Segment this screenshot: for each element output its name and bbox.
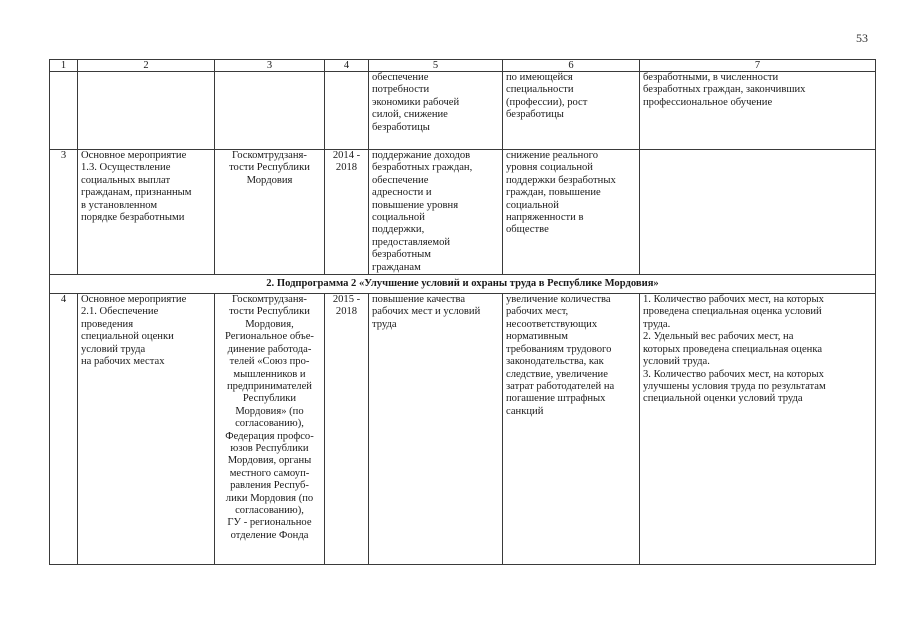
column-number: 1 [50,60,78,72]
measure-name-cell [78,72,215,150]
indicators-cell: безработными, в численности безработных граждан, закончивших профессиональное обучение [640,72,876,150]
column-number-row [50,60,876,72]
column-number: 4 [325,60,369,72]
section-header-row [50,275,876,294]
expected-result-cell: обеспечение потребности экономики рабочей силой, снижение безработицы [369,72,503,150]
expected-result-cell: поддержание доходов безработных граждан, обеспечение адресности и повышение уровня социальной поддержки, предоставляемой безработным гражданам [369,150,503,275]
consequences-cell: увеличение количества рабочих мест, несоответствующих нормативным требованиям трудового законодательства, как следствие, увеличение затрат работодателей на погашение штрафных санкций [503,294,640,565]
table-row-continued [50,72,876,150]
indicators-cell [640,150,876,275]
row-number-cell [50,72,78,150]
executor-cell [215,72,325,150]
consequences-cell: по имеющейся специальности (профессии), рост безработицы [503,72,640,150]
row-number-cell: 3 [50,150,78,275]
subprogram-title: 2. Подпрограмма 2 «Улучшение условий и охраны труда в Республике Мордовия» [50,275,876,294]
period-cell [325,72,369,150]
period-cell: 2015 - 2018 [325,294,369,565]
measure-name-cell: Основное мероприятие 2.1. Обеспечение проведения специальной оценки условий труда на рабочих местах [78,294,215,565]
indicators-cell: 1. Количество рабочих мест, на которых проведена специальная оценка условий труда. 2. Удельный вес рабочих мест, на которых проведена специальная оценка условий труда. 3. Количество рабочих мест, на которых улучшены условия труда по результатам специальной оценки условий труда [640,294,876,565]
column-number: 6 [503,60,640,72]
column-number: 3 [215,60,325,72]
row-number-cell: 4 [50,294,78,565]
page-number: 53 [856,31,868,45]
expected-result-cell: повышение качества рабочих мест и условий труда [369,294,503,565]
period-cell: 2014 - 2018 [325,150,369,275]
program-table [49,59,876,565]
executor-cell: Госкомтрудзаня- тости Республики Мордовия, Региональное объе- динение работода- телей «Союз про- мышленников и предпринимателей Республики Мордовия» (по согласованию), Федерация профсо- юзов Республики Мордовия, органы местного самоуп- равления Респуб- лики Мордовия (по согласованию), ГУ - региональное отделение Фонда [215,294,325,565]
executor-cell: Госкомтрудзаня- тости Республики Мордовия [215,150,325,275]
consequences-cell: снижение реального уровня социальной поддержки безработных граждан, повышение социальной напряженности в обществе [503,150,640,275]
column-number: 7 [640,60,876,72]
table-row [50,150,876,275]
column-number: 2 [78,60,215,72]
measure-name-cell: Основное мероприятие 1.3. Осуществление социальных выплат гражданам, признанным в установленном порядке безработными [78,150,215,275]
column-number: 5 [369,60,503,72]
table-row [50,294,876,565]
